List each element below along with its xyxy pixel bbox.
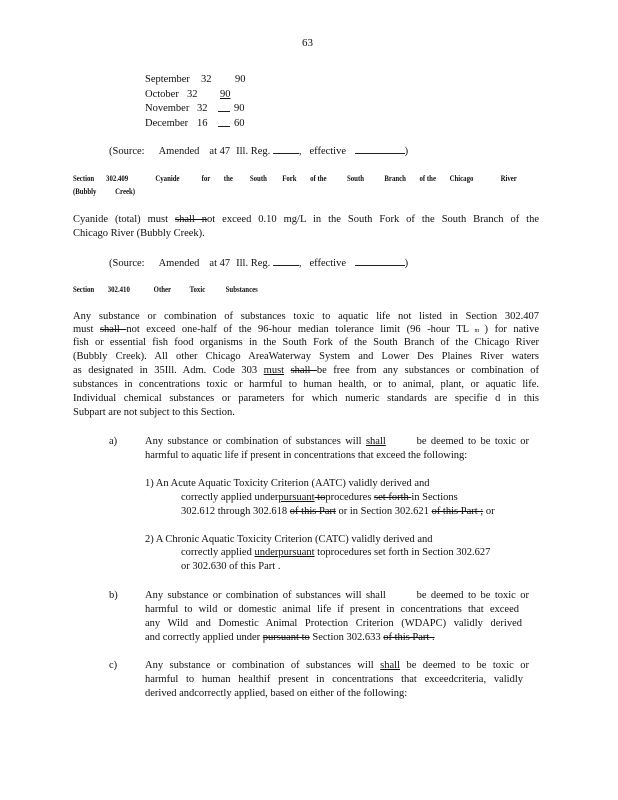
- source-line: (Source: Amended at 47 Ill. Reg. , effective ): [109, 258, 409, 269]
- paragraph-line: fish or essential fish food organisms in the South Fork of the South Branch of the Chicago River: [73, 337, 539, 348]
- month-value-2: 60: [234, 118, 245, 129]
- item-a1-line-2: correctly applied underpursuant toprocedures set forth in Sections: [181, 492, 458, 503]
- item-a-line-2: harmful to aquatic life if present in concentrations that exceed the following:: [145, 450, 468, 461]
- section-heading-302-410: Section 302.410 Other Toxic Substances: [73, 285, 258, 294]
- item-a2-line-3: or 302.630 of this Part .: [181, 561, 281, 572]
- item-c-line-1: Any substance or combination of substances will shall be deemed to be toxic or: [145, 660, 529, 671]
- item-b-line-2: harmful to wild or domestic animal life if present in concentrations that exceed: [145, 604, 519, 615]
- month-value-1: 32: [197, 103, 208, 114]
- paragraph-line: Individual chemical substances or parameters for which numeric standards are specifie d in this: [73, 393, 539, 404]
- month-label: December: [145, 118, 189, 129]
- item-c-line-2: harmful to human healthif present in concentrations that exceedcriteria, validly: [145, 674, 523, 685]
- item-c-marker: c): [109, 660, 118, 671]
- paragraph-line: substances in concentrations toxic or harmful to human health, or to animal, plant, or aquatic life.: [73, 379, 539, 390]
- paragraph-line: Subpart are not subject to this Section.: [73, 407, 235, 418]
- cyanide-paragraph-line-2: Chicago River (Bubbly Creek).: [73, 228, 205, 239]
- item-a-line-1: Any substance or combination of substances will shall be deemed to be toxic or: [145, 436, 529, 447]
- source-line: (Source: Amended at 47 Ill. Reg. , effective ): [109, 146, 409, 157]
- month-value-1: 16: [197, 118, 208, 129]
- item-a1-line-1: 1) An Acute Aquatic Toxicity Criterion (AATC) validly derived and: [145, 478, 430, 489]
- item-b-marker: b): [109, 590, 118, 601]
- item-a2-line-1: 2) A Chronic Aquatic Toxicity Criterion (CATC) validly derived and: [145, 534, 433, 545]
- month-value-2: 90: [234, 103, 245, 114]
- month-value-2: 90: [220, 89, 231, 100]
- month-label: October: [145, 89, 179, 100]
- paragraph-line: (Bubbly Creek). All other Chicago AreaWaterway System and Lower Des Plaines River waters: [73, 351, 539, 362]
- item-b-line-4: and correctly applied under pursuant to Section 302.633 of this Part .: [145, 632, 435, 643]
- item-c-line-3: derived andcorrectly applied, based on either of the following:: [145, 688, 408, 699]
- cyanide-paragraph-line-1: Cyanide (total) must shall not exceed 0.10 mg/L in the South Fork of the South Branch of the: [73, 214, 539, 225]
- item-a1-line-3: 302.612 through 302.618 of this Part or in Section 302.621 of this Part ; or: [181, 506, 495, 517]
- paragraph-line: must shall not exceed one-half of the 96-hour median tolerance limit (96 -hour TL m ) for native: [73, 324, 539, 335]
- section-heading-302-409-cont: (Bubbly Creek): [73, 187, 136, 196]
- month-value-1: 32: [201, 74, 212, 85]
- month-label: September: [145, 74, 190, 85]
- section-heading-302-409: Section 302.409 Cyanide for the South Fork of the South Branch of the Chicago River: [73, 174, 517, 183]
- month-value-2: 90: [235, 74, 246, 85]
- item-b-line-1: Any substance or combination of substances will shall be deemed to be toxic or: [145, 590, 529, 601]
- paragraph-line: Any substance or combination of substances toxic to aquatic life not listed in Section 302.407: [73, 311, 539, 322]
- month-value-1: 32: [187, 89, 198, 100]
- paragraph-line: as designated in 35Ill. Adm. Code 303 must shall be free from any substances or combination of: [73, 365, 540, 376]
- item-a-marker: a): [109, 436, 118, 447]
- page-number: 63: [302, 37, 313, 49]
- item-b-line-3: any Wild and Domestic Animal Protection Criterion (WDAPC) validly derived: [145, 618, 522, 629]
- month-label: November: [145, 103, 190, 114]
- item-a2-line-2: correctly applied underpursuant toprocedures set forth in Section 302.627: [181, 547, 491, 558]
